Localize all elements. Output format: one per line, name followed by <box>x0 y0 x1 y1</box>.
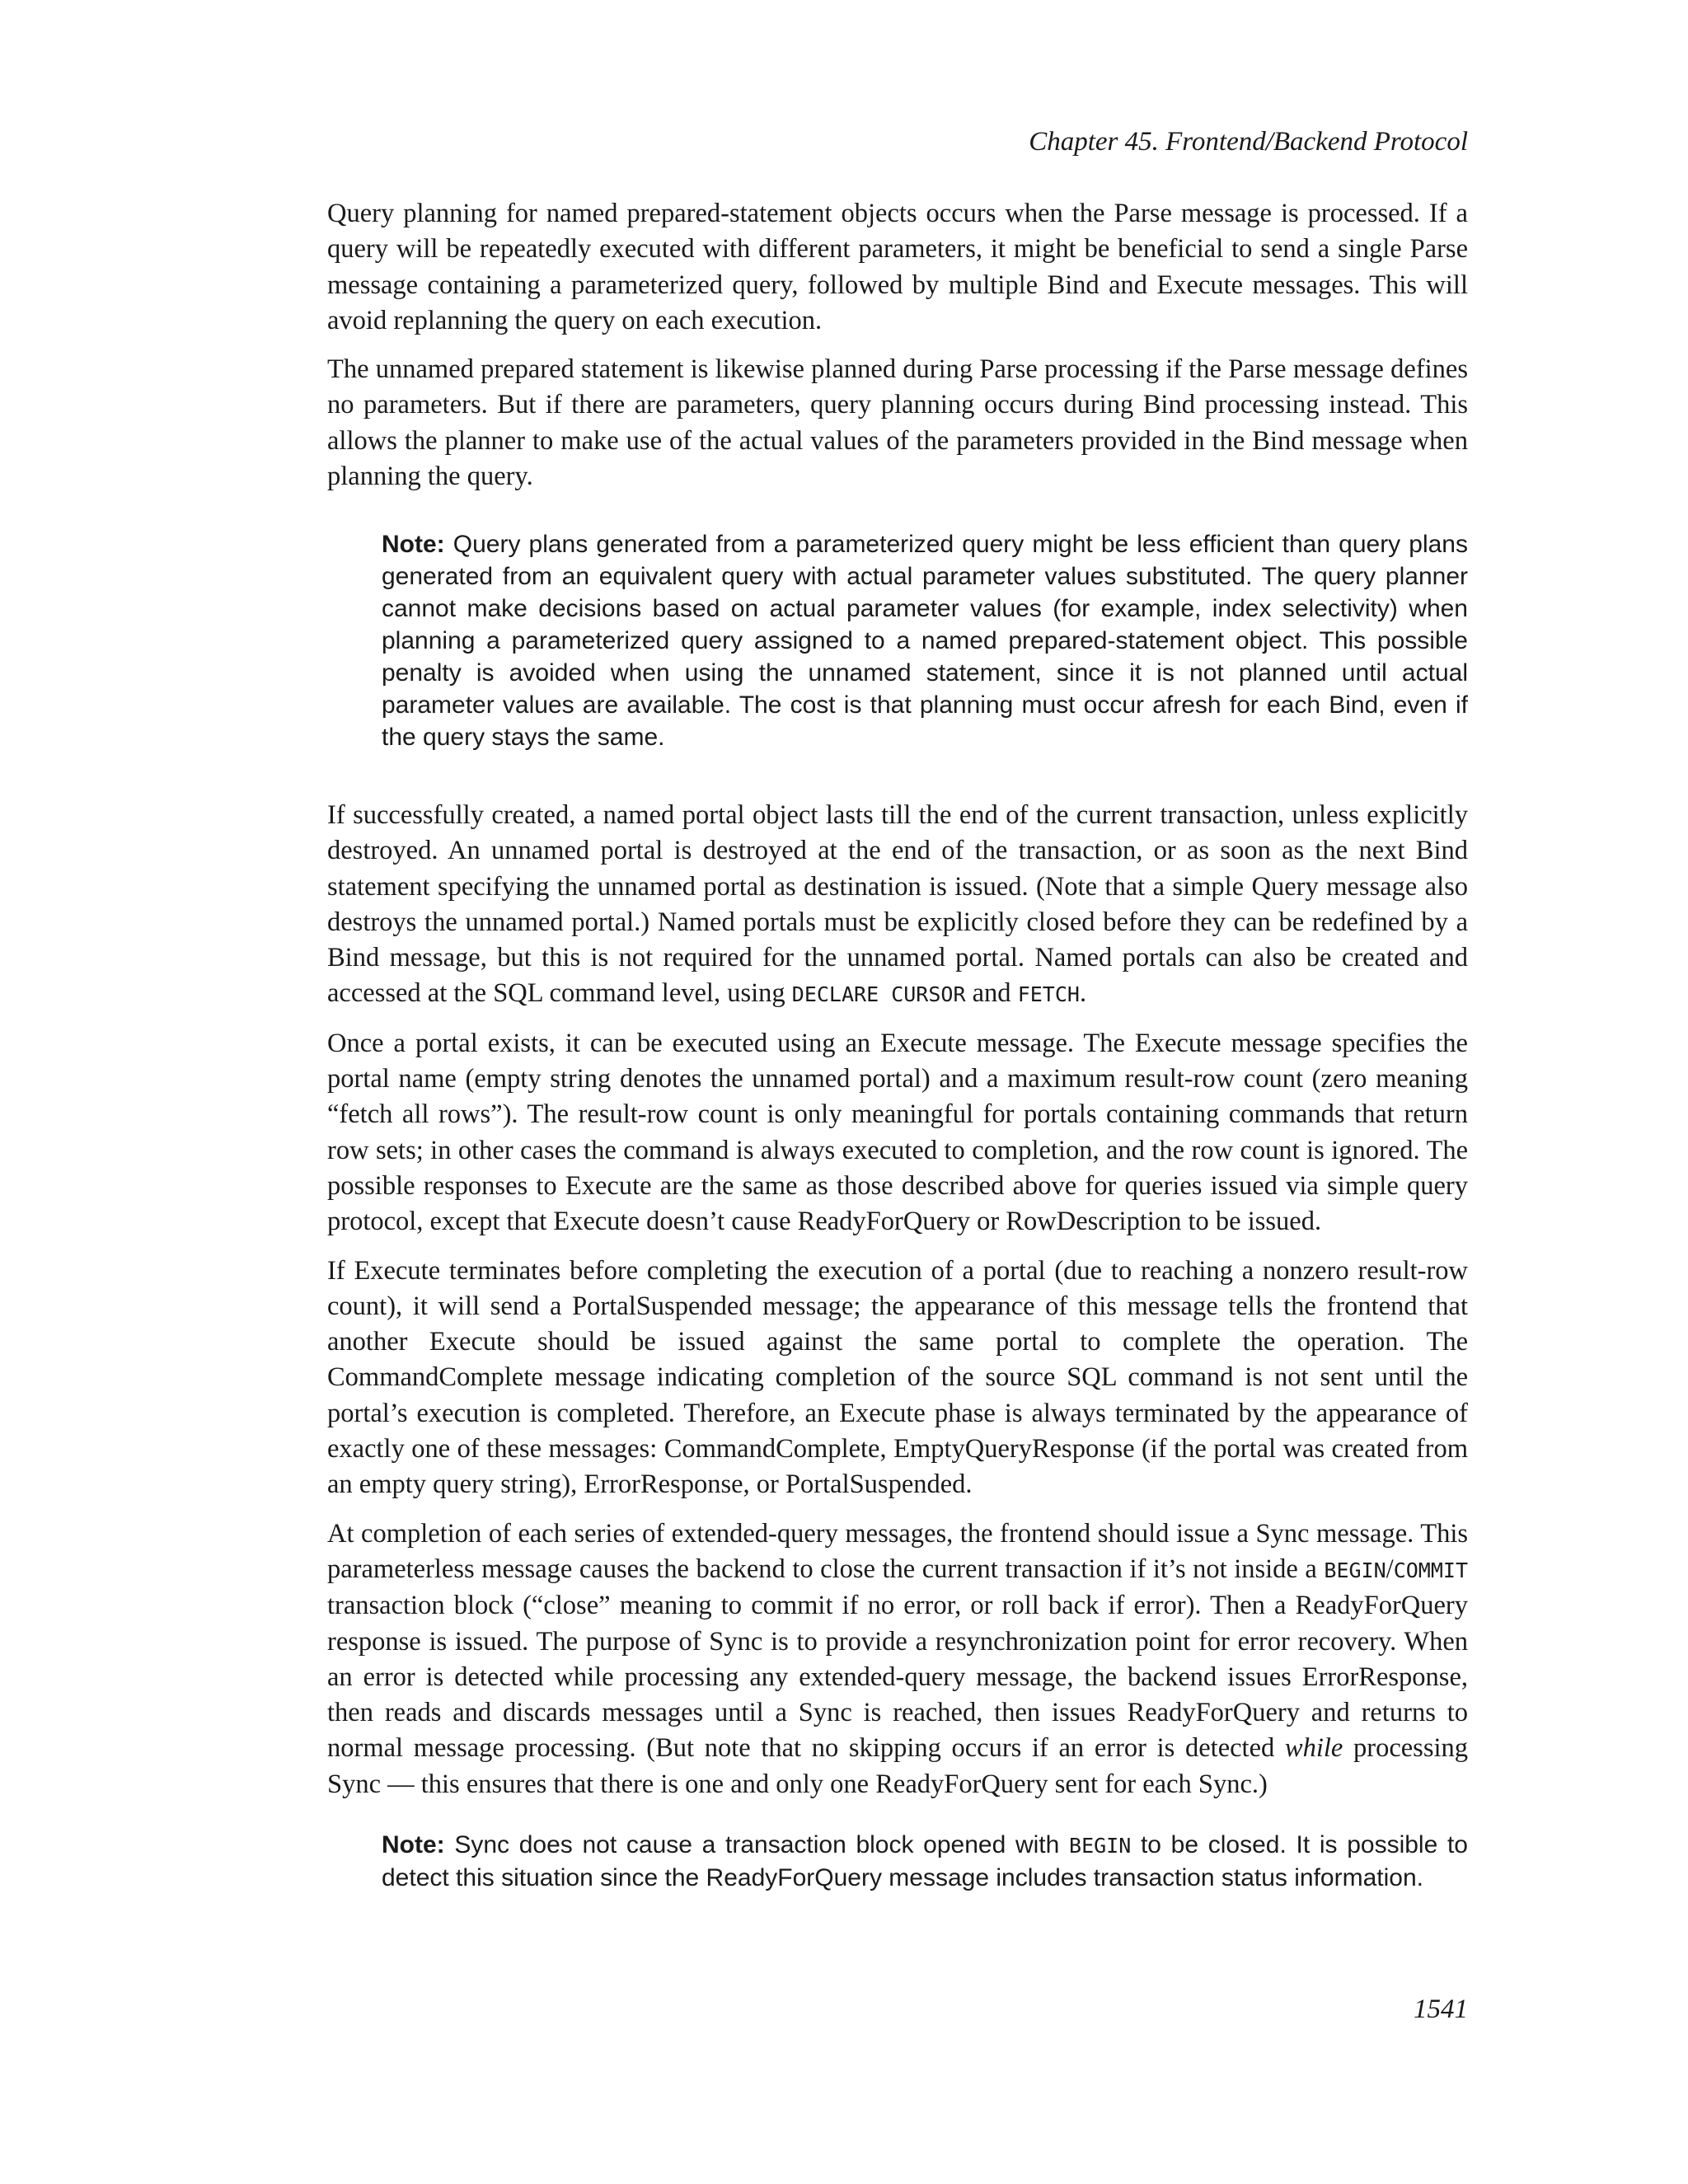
code-fetch: FETCH <box>1017 982 1080 1007</box>
text-block-1 <box>327 196 1468 494</box>
chapter-header: Chapter 45. Frontend/Backend Protocol <box>1029 127 1468 157</box>
note-sync-begin <box>382 1829 1468 1894</box>
note-text-b: to be closed. It is possible to detect this situation since the ReadyForQuery message includes transaction status information. <box>382 1831 1468 1891</box>
sync-text-b: transaction block (“close” meaning to commit if no error, or roll back if error). Then a ReadyForQuery response is issued. The purpose of Sync is to provide a resynchronization point for error recovery. When an error is detected while processing any extended-query message, the backend issues ErrorResponse, then reads and discards messages until a Sync is reached, then issues ReadyForQuery and returns to normal message processing. (But note that no skipping occurs if an error is detected <box>327 1591 1468 1764</box>
paragraph-named-portal <box>327 798 1468 1013</box>
code-begin: BEGIN <box>1069 1834 1132 1858</box>
portal-text-end: . <box>1079 978 1087 1009</box>
code-commit: COMMIT <box>1393 1558 1468 1582</box>
page-number: 1541 <box>1414 1994 1468 2024</box>
code-declare-cursor: DECLARE CURSOR <box>791 982 966 1007</box>
note-query-plans <box>382 528 1468 753</box>
note-text: Query plans generated from a parameterized query might be less efficient than query plans generated from an equivalent query with actual parameter values substituted. The query planner cannot make decisions based on actual parameter values (for example, index selectivity) when planning a parameterized query assigned to a named prepared-statement object. This possible penalty is avoided when using the unnamed statement, since it is not planned until actual parameter values are available. The cost is that planning must occur afresh for each Bind, even if the query stays the same. <box>382 531 1468 751</box>
text-block-2 <box>327 798 1468 1802</box>
sync-text-a: At completion of each series of extended-query messages, the frontend should issue a Sync message. This parameterless message causes the backend to close the current transaction if it’s not inside a <box>327 1518 1468 1584</box>
paragraph-sync <box>327 1516 1468 1802</box>
note-label: Note: <box>382 531 445 558</box>
emphasis-while: while <box>1284 1733 1343 1764</box>
paragraph-execute: Once a portal exists, it can be executed using an Execute message. The Execute message specifies the portal name (empty string denotes the unnamed portal) and a maximum result-row count (zero meaning “fetch all rows”). The result-row count is only meaningful for portals containing commands that return row sets; in other cases the command is always executed to completion, and the row count is ignored. The possible responses to Execute are the same as those described above for queries issued via simple query protocol, except that Execute doesn’t cause ReadyForQuery or RowDescription to be issued. <box>327 1028 1468 1237</box>
code-begin: BEGIN <box>1324 1558 1386 1582</box>
sync-slash: / <box>1386 1554 1394 1584</box>
paragraph-unnamed-statement: The unnamed prepared statement is likewise planned during Parse processing if the Parse message defines no parameters. But if there are parameters, query planning occurs during Bind processing instead. This allows the planner to make use of the actual values of the parameters provided in the Bind message when planning the query. <box>327 354 1468 492</box>
portal-text-and: and <box>965 978 1018 1009</box>
sync-text-c: processing Sync — this ensures that there is one and only one ReadyForQuery sent for each Sync.) <box>327 1733 1469 1799</box>
paragraph-query-planning: Query planning for named prepared-statement objects occurs when the Parse message is processed. If a query will be repeatedly executed with different parameters, it might be beneficial to send a single Parse message containing a parameterized query, followed by multiple Bind and Execute messages. This will avoid replanning the query on each execution. <box>327 199 1468 335</box>
paragraph-portal-suspended: If Execute terminates before completing the execution of a portal (due to reaching a nonzero result-row count), it will send a PortalSuspended message; the appearance of this message tells the frontend that another Execute should be issued against the same portal to complete the operation. The CommandComplete message indicating completion of the source SQL command is not sent until the portal’s execution is completed. Therefore, an Execute phase is always terminated by the appearance of exactly one of these messages: CommandComplete, EmptyQueryResponse (if the portal was created from an empty query string), ErrorResponse, or PortalSuspended. <box>327 1255 1468 1500</box>
note-text-a: Sync does not cause a transaction block opened with <box>444 1831 1070 1858</box>
portal-text: If successfully created, a named portal object lasts till the end of the current transaction, unless explicitly destroyed. An unnamed portal is destroyed at the end of the transaction, or as soon as the next Bind statement specifying the unnamed portal as destination is issued. (Note that a simple Query message also destroys the unnamed portal.) Named portals must be explicitly closed before they can be redefined by a Bind message, but this is not required for the unnamed portal. Named portals can also be created and accessed at the SQL command level, using <box>327 800 1468 1009</box>
note-label: Note: <box>382 1831 445 1858</box>
